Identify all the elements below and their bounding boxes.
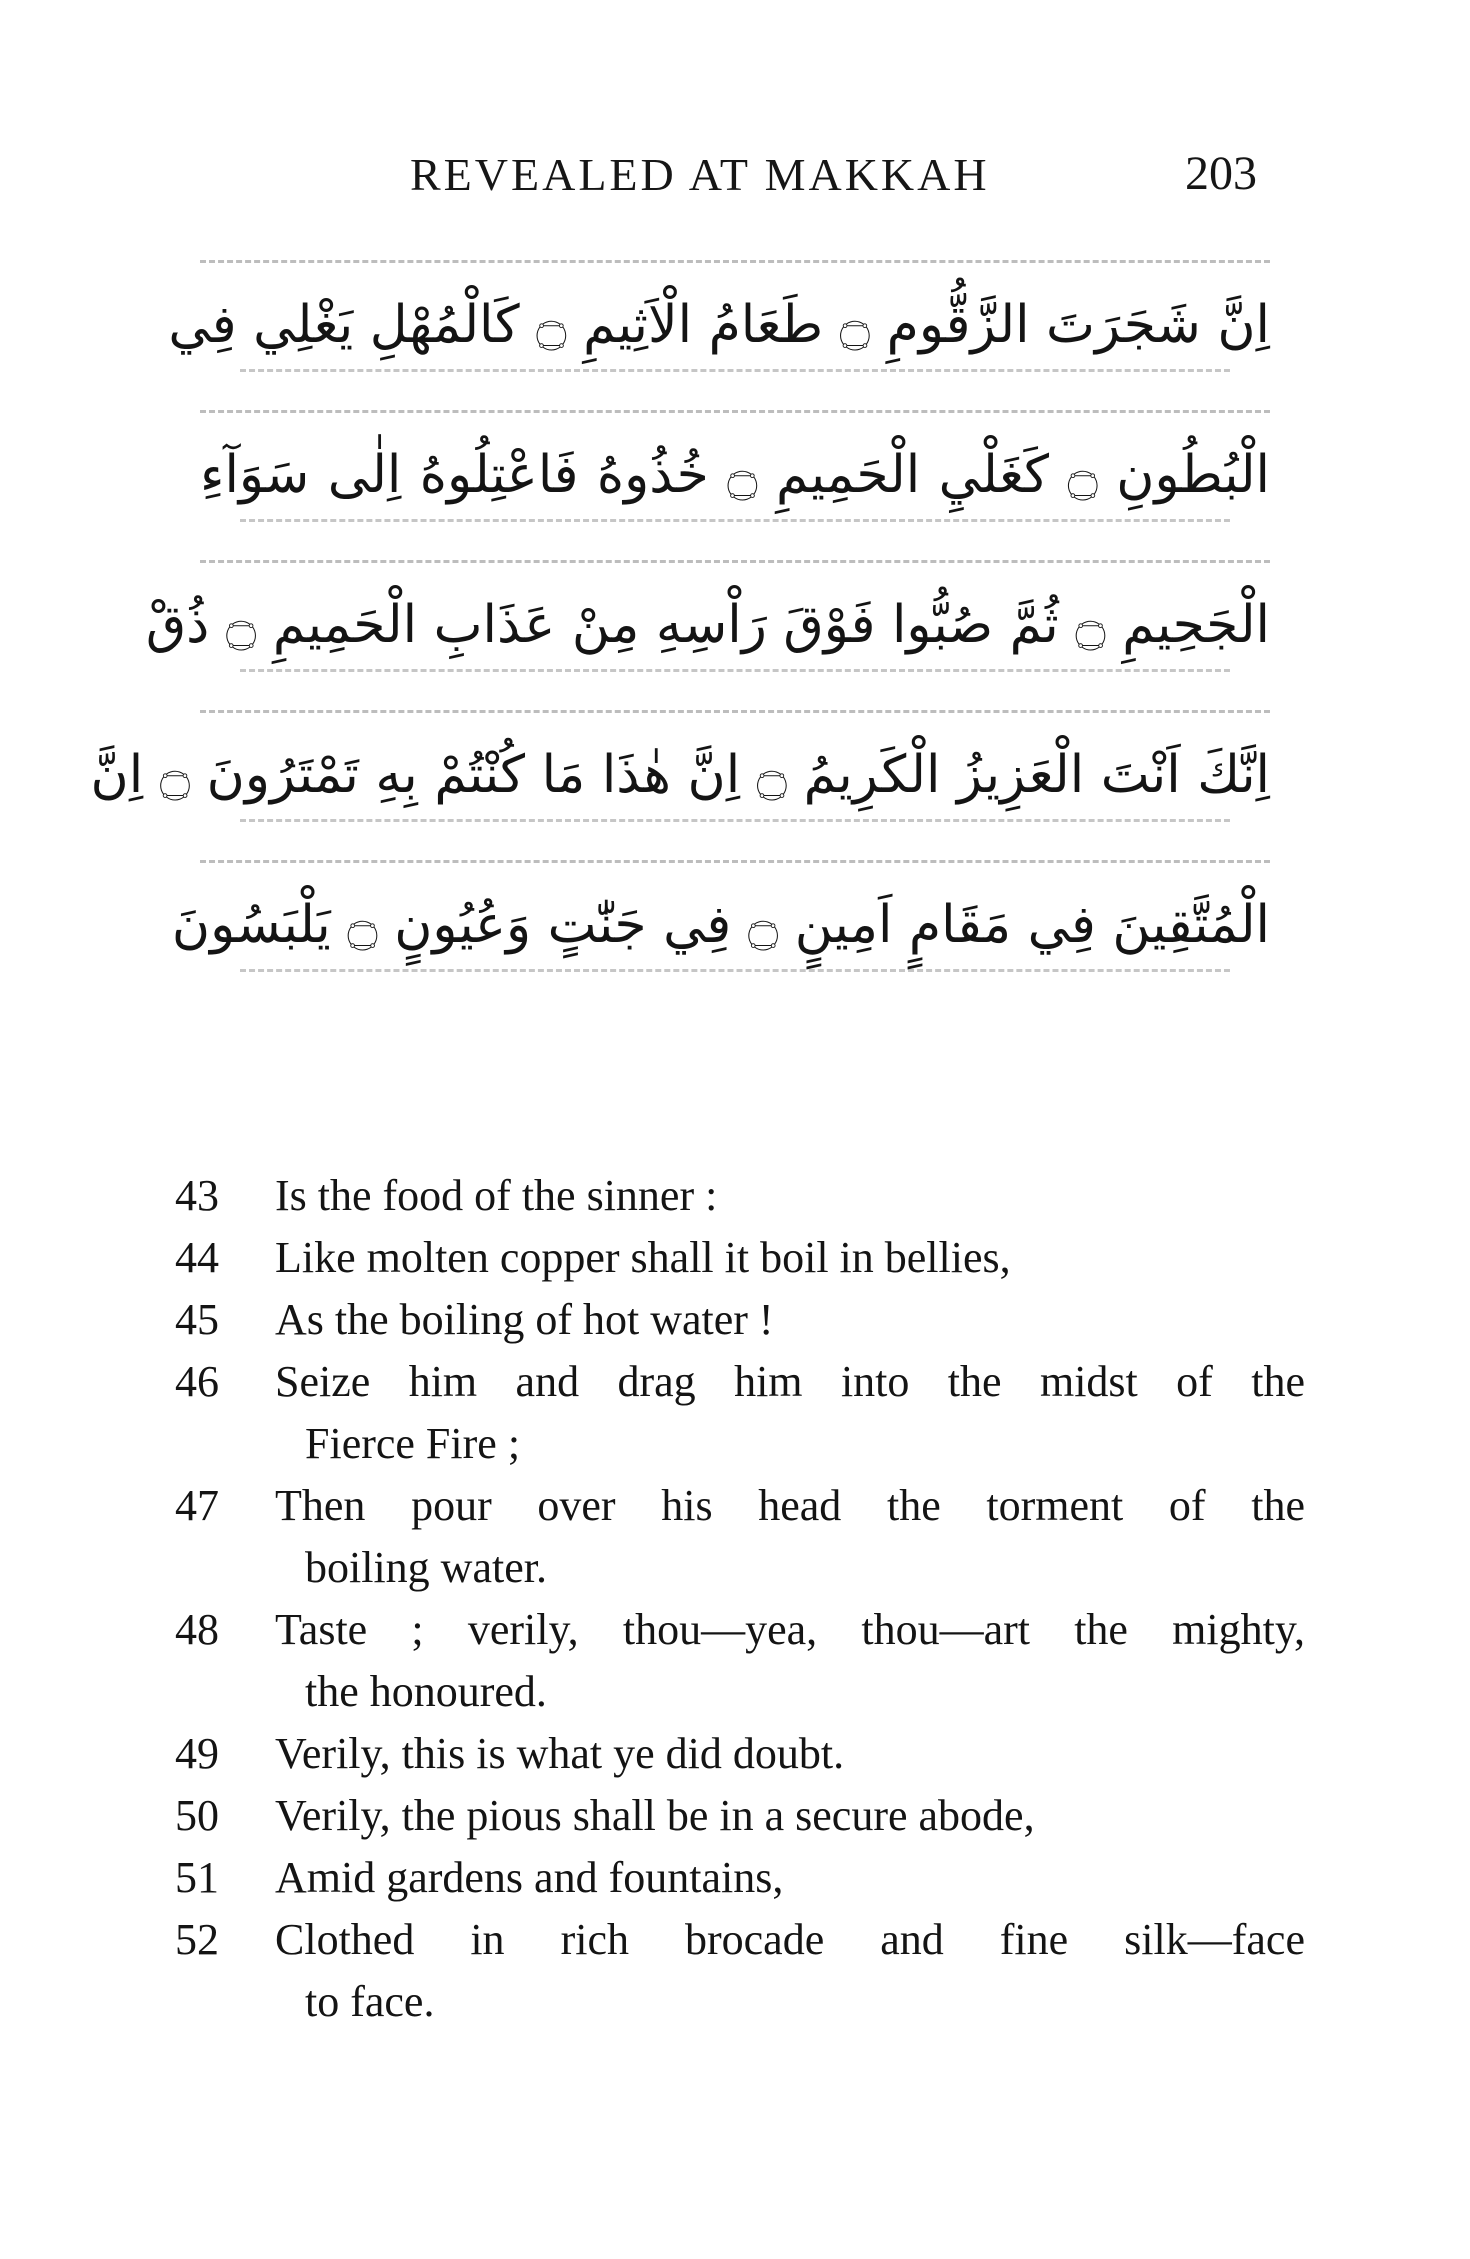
verse-number: 48 [175,1605,219,1654]
diacritic-marks [200,560,1270,577]
verse-50 [175,1785,1305,1847]
verse-45 [175,1289,1305,1351]
verse-text [275,1227,1305,1289]
verse-line: Clothed in rich brocade and fine silk—face [275,1915,1305,1964]
diacritic-marks [200,710,1270,727]
arabic-line-text: اِنَّكَ اَنْتَ الْعَزِيزُ الْكَرِيمُ ۝ اِنَّ هٰذَا مَا كُنْتُمْ بِهِ تَمْتَرُونَ ۝ اِنَّ [90,745,1270,805]
arabic-line-text: الْبُطُونِ ۝ كَغَلْيِ الْحَمِيمِ ۝ خُذُوهُ فَاعْتِلُوهُ اِلٰى سَوَآءِ [200,445,1270,505]
verse-line: Seize him and drag him into the midst of the [275,1357,1305,1406]
verse-text [275,1847,1305,1909]
verse-number: 44 [175,1233,219,1282]
verse-text [275,1599,1305,1723]
diacritic-marks [240,509,1230,522]
verse-number: 47 [175,1481,219,1530]
verse-text [275,1909,1305,2033]
verse-46 [175,1351,1305,1475]
verse-line: to face. [305,1977,435,2026]
arabic-line [90,700,1270,850]
arabic-text-block [90,250,1270,1000]
verse-number: 45 [175,1295,219,1344]
verse-line: Amid gardens and fountains, [275,1853,784,1902]
verse-number: 51 [175,1853,219,1902]
page-number: 203 [1185,147,1257,200]
verse-48 [175,1599,1305,1723]
verse-49 [175,1723,1305,1785]
verse-line: Verily, the pious shall be in a secure abode, [275,1791,1035,1840]
verse-line: Is the food of the sinner : [275,1171,718,1220]
verse-text [275,1475,1305,1599]
verse-line: boiling water. [305,1543,547,1592]
verse-number: 52 [175,1915,219,1964]
verse-line: Fierce Fire ; [305,1419,521,1468]
diacritic-marks [240,809,1230,822]
arabic-line-text: الْجَحِيمِ ۝ ثُمَّ صُبُّوا فَوْقَ رَاْسِهِ مِنْ عَذَابِ الْحَمِيمِ ۝ ذُقْ [145,595,1270,655]
verse-text [275,1723,1305,1785]
diacritic-marks [240,359,1230,372]
diacritic-marks [200,260,1270,277]
verse-text [275,1289,1305,1351]
verse-51 [175,1847,1305,1909]
diacritic-marks [200,410,1270,427]
arabic-line-text: الْمُتَّقِينَ فِي مَقَامٍ اَمِينٍ ۝ فِي جَنّٰتٍ وَعُيُونٍ ۝ يَلْبَسُونَ [171,895,1270,955]
diacritic-marks [240,659,1230,672]
diacritic-marks [240,959,1230,972]
arabic-line-text: اِنَّ شَجَرَتَ الزَّقُّومِ ۝ طَعَامُ الْاَثِيمِ ۝ كَالْمُهْلِ يَغْلِي فِي [168,295,1270,355]
verse-line: Verily, this is what ye did doubt. [275,1729,845,1778]
verse-line: Then pour over his head the torment of the [275,1481,1305,1530]
verse-number: 46 [175,1357,219,1406]
verse-text [275,1785,1305,1847]
verse-line: Like molten copper shall it boil in bellies, [275,1233,1011,1282]
arabic-line [168,250,1270,400]
verse-47 [175,1475,1305,1599]
arabic-line [200,400,1270,550]
arabic-line [171,850,1270,1000]
running-title: REVEALED AT MAKKAH [410,149,990,200]
verse-number: 50 [175,1791,219,1840]
translation-block [175,1165,1305,2033]
verse-text [275,1351,1305,1475]
verse-44 [175,1227,1305,1289]
verse-line: Taste ; verily, thou—yea, thou—art the mighty, [275,1605,1305,1654]
verse-number: 43 [175,1171,219,1220]
diacritic-marks [200,860,1270,877]
arabic-line [145,550,1270,700]
verse-line: the honoured. [305,1667,547,1716]
verse-52 [175,1909,1305,2033]
verse-number: 49 [175,1729,219,1778]
verse-43 [175,1165,1305,1227]
verse-line: As the boiling of hot water ! [275,1295,774,1344]
verse-text [275,1165,1305,1227]
